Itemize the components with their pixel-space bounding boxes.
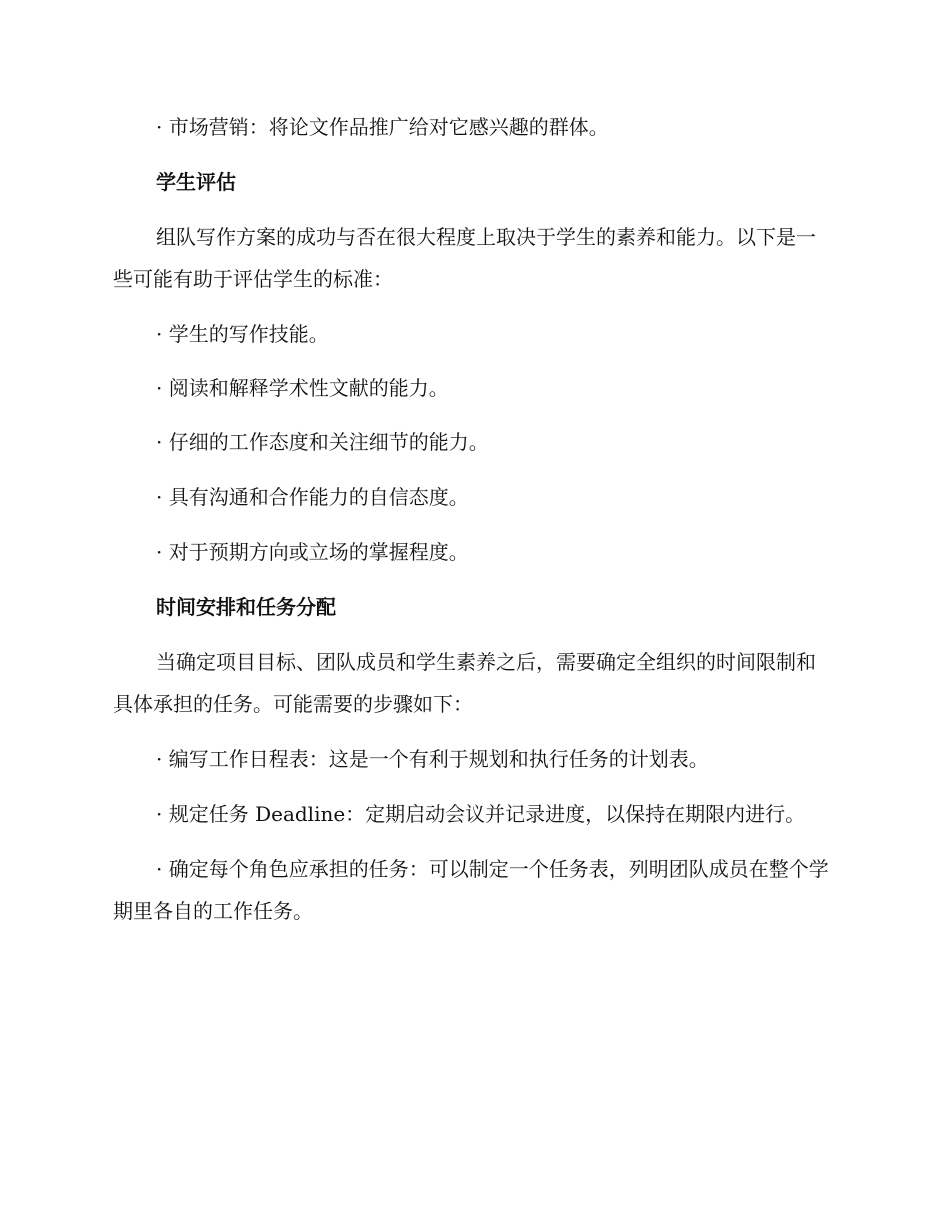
body-paragraph: 组队写作方案的成功与否在很大程度上取决于学生的素养和能力。以下是一些可能有助于评估学生的标准：: [113, 225, 816, 291]
section-heading: 学生评估: [156, 170, 236, 194]
bullet-item: · 阅读和解释学术性文献的能力。: [156, 376, 449, 400]
bullet-item: · 市场营销：将论文作品推广给对它感兴趣的群体。: [156, 115, 609, 139]
bullet-item: · 确定每个角色应承担的任务：可以制定一个任务表，列明团队成员在整个学期里各自的工作任务。: [113, 857, 829, 923]
section-heading: 时间安排和任务分配: [156, 595, 336, 619]
bullet-item: · 具有沟通和合作能力的自信态度。: [156, 485, 469, 509]
body-paragraph: 当确定项目目标、团队成员和学生素养之后，需要确定全组织的时间限制和具体承担的任务。可能需要的步骤如下：: [113, 650, 816, 716]
bullet-item: · 对于预期方向或立场的掌握程度。: [156, 540, 469, 564]
bullet-item: · 编写工作日程表：这是一个有利于规划和执行任务的计划表。: [156, 747, 709, 771]
bullet-item: · 学生的写作技能。: [156, 322, 329, 346]
bullet-item: · 规定任务 Deadline：定期启动会议并记录进度，以保持在期限内进行。: [156, 802, 806, 826]
bullet-item: · 仔细的工作态度和关注细节的能力。: [156, 430, 489, 454]
